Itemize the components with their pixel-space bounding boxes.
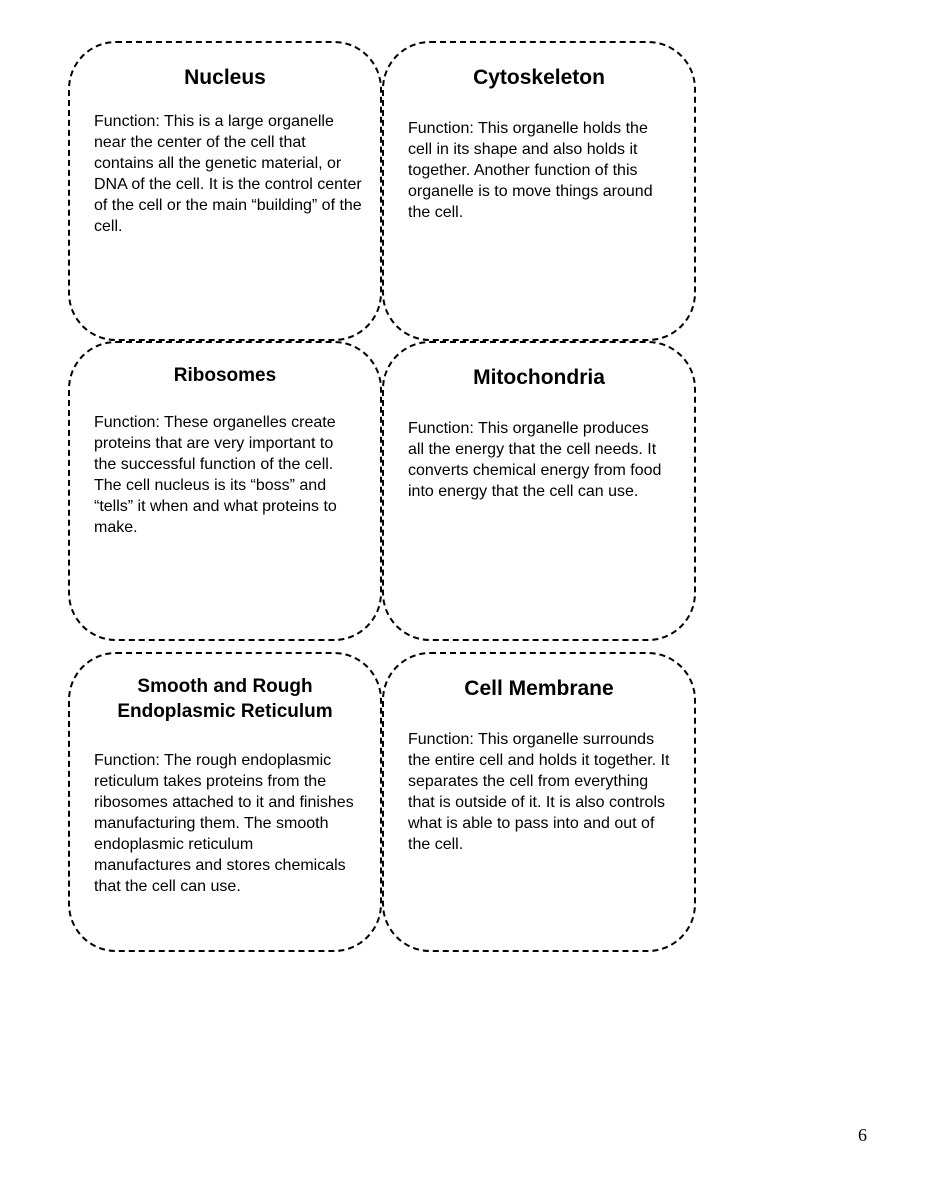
card-description: Function: This organelle surrounds the entire cell and holds it together. It separates the cell from everything that is outside of it. It is also controls what is able to pass into and out of the cell. [408, 731, 670, 853]
card-title [84, 674, 366, 724]
card-description: Function: This organelle holds the cell in its shape and also holds it together. Another function of this organelle is to move things around the cell. [408, 120, 653, 221]
card-nucleus [68, 41, 382, 341]
page-number: 6 [858, 1125, 867, 1145]
card-title: Mitochondria [473, 366, 605, 389]
card-description: Function: These organelles create proteins that are very important to the successful function of the cell. The cell nucleus is its “boss” and “tells” it when and what proteins to make. [94, 414, 337, 536]
card-description: Function: The rough endoplasmic reticulum takes proteins from the ribosomes attached to it and finishes manufacturing them. The smooth endoplasmic reticulum manufactures and stores chemicals that the cell can use. [94, 752, 354, 895]
card-title-line: Endoplasmic Reticulum [117, 701, 333, 722]
card-mitochondria [382, 341, 696, 641]
card-title: Nucleus [184, 66, 266, 89]
card-cytoskeleton [382, 41, 696, 341]
card-cell-membrane [382, 652, 696, 952]
card-title: Cell Membrane [464, 677, 614, 700]
card-title-line: Smooth and Rough [137, 676, 313, 697]
card-description: Function: This is a large organelle near the center of the cell that contains all the genetic material, or DNA of the cell. It is the control center of the cell or the main “building” of the cell. [94, 113, 362, 235]
card-ribosomes [68, 341, 382, 641]
card-title: Cytoskeleton [473, 66, 605, 89]
card-title: Ribosomes [173, 365, 277, 386]
card-description: Function: This organelle produces all the energy that the cell needs. It converts chemical energy from food into energy that the cell can use. [408, 420, 662, 500]
card-endoplasmic-reticulum [68, 652, 382, 952]
